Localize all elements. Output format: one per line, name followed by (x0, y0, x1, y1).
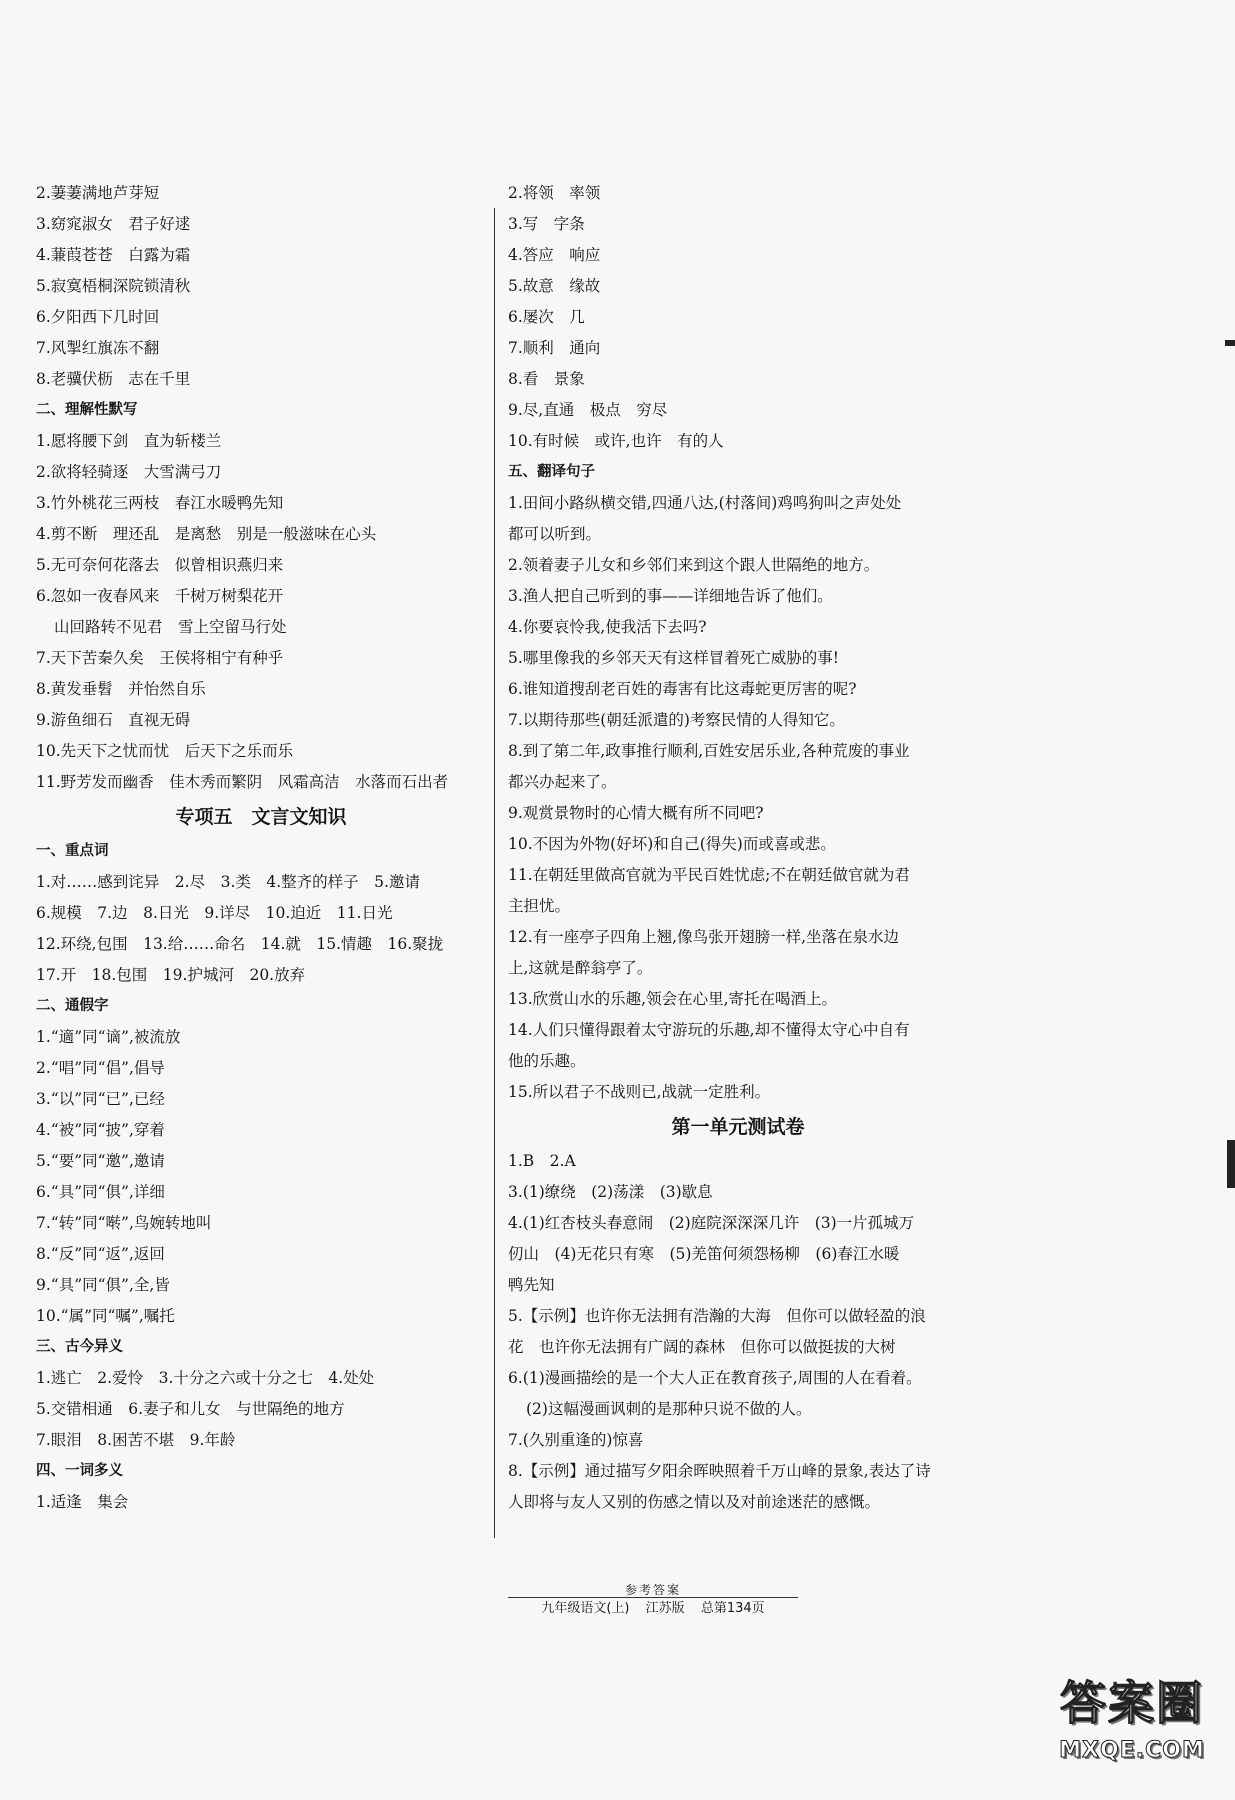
answer-line: 3.渔人把自己听到的事——详细地告诉了他们。 (508, 587, 833, 605)
answer-line: 6.谁知道搜刮老百姓的毒害有比这毒蛇更厉害的呢? (508, 680, 857, 698)
answer-line: 8.【示例】通过描写夕阳余晖映照着千万山峰的景象,表达了诗 (508, 1462, 931, 1480)
section-title: 专项五 文言文知识 (175, 806, 347, 828)
answer-line: 2.领着妻子儿女和乡邻们来到这个跟人世隔绝的地方。 (508, 556, 880, 574)
answer-line: 4.“被”同“披”,穿着 (36, 1121, 165, 1139)
answer-line: 11.野芳发而幽香 佳木秀而繁阴 风霜高洁 水落而石出者 (36, 773, 449, 791)
answer-line: 2.“唱”同“倡”,倡导 (36, 1059, 165, 1077)
answer-line: 8.黄发垂髫 并怡然自乐 (36, 680, 206, 698)
answer-line: 6.(1)漫画描绘的是一个大人正在教育孩子,周围的人在看着。 (508, 1369, 922, 1387)
answer-line: 6.“具”同“俱”,详细 (36, 1183, 165, 1201)
footer-page-number: 总第134页 (700, 1601, 765, 1616)
answer-line: 1.愿将腰下剑 直为斩楼兰 (36, 432, 222, 450)
section-heading: 二、通假字 (36, 998, 109, 1014)
answer-line: 12.有一座亭子四角上翘,像鸟张开翅膀一样,坐落在泉水边 (508, 928, 900, 946)
answer-line: (2)这幅漫画讽刺的是那种只说不做的人。 (526, 1400, 812, 1418)
answer-line: 3.竹外桃花三两枝 春江水暖鸭先知 (36, 494, 284, 512)
answer-line: 上,这就是醉翁亭了。 (508, 959, 653, 977)
section-heading: 五、翻译句子 (508, 464, 595, 480)
answer-line: 3.(1)缭绕 (2)荡漾 (3)歇息 (508, 1183, 713, 1201)
answer-line: 6.夕阳西下几时回 (36, 308, 160, 326)
watermark-url: MXQE.COM (1059, 1738, 1205, 1763)
footer-info (508, 1597, 798, 1618)
answer-line: 1.“適”同“谪”,被流放 (36, 1028, 181, 1046)
answer-line: 15.所以君子不战则已,战就一定胜利。 (508, 1083, 771, 1101)
page-footer (508, 1583, 798, 1618)
answer-line: 8.到了第二年,政事推行顺利,百姓安居乐业,各种荒废的事业 (508, 742, 910, 760)
footer-heading: 参考答案 (624, 1583, 681, 1597)
answer-line: 4.蒹葭苍苍 白露为霜 (36, 246, 191, 264)
answer-line: 主担忧。 (508, 897, 571, 915)
watermark-title: 答案圈 (1060, 1676, 1204, 1730)
answer-line: 7.“转”同“啭”,鸟婉转地叫 (36, 1214, 212, 1232)
answer-line: 7.(久别重逢的)惊喜 (508, 1431, 644, 1449)
answer-line: 17.开 18.包围 19.护城河 20.放弃 (36, 966, 306, 984)
answer-line: 3.“以”同“已”,已经 (36, 1090, 165, 1108)
answer-line: 1.对……感到诧异 2.尽 3.类 4.整齐的样子 5.邀请 (36, 873, 420, 891)
watermark-logo (1047, 1672, 1217, 1792)
answer-line: 2.欲将轻骑逐 大雪满弓刀 (36, 463, 222, 481)
answer-line: 5.故意 缘故 (508, 277, 601, 295)
answer-line: 6.屡次 几 (508, 308, 585, 326)
answer-line: 10.先天下之忧而忧 后天下之乐而乐 (36, 742, 294, 760)
answer-line: 1.逃亡 2.爱怜 3.十分之六或十分之七 4.处处 (36, 1369, 375, 1387)
answer-line: 9.游鱼细石 直视无碍 (36, 711, 191, 729)
answer-line: 9.“具”同“俱”,全,皆 (36, 1276, 170, 1294)
section-heading: 二、理解性默写 (36, 402, 138, 418)
answer-line: 8.看 景象 (508, 370, 585, 388)
footer-edition: 江苏版 (645, 1601, 685, 1616)
answer-line: 鸭先知 (508, 1276, 555, 1294)
answer-line: 7.顺利 通向 (508, 339, 601, 357)
answer-line: 1.B 2.A (508, 1152, 576, 1170)
answer-line: 4.(1)红杏枝头春意闹 (2)庭院深深深几许 (3)一片孤城万 (508, 1214, 915, 1232)
answer-line: 1.田间小路纵横交错,四通八达,(村落间)鸡鸣狗叫之声处处 (508, 494, 902, 512)
answer-line: 4.剪不断 理还乱 是离愁 别是一般滋味在心头 (36, 525, 377, 543)
answer-line: 10.不因为外物(好坏)和自己(得失)而或喜或悲。 (508, 835, 836, 853)
answer-line: 11.在朝廷里做高官就为平民百姓忧虑;不在朝廷做官就为君 (508, 866, 910, 884)
answer-line: 9.尽,直通 极点 穷尽 (508, 401, 668, 419)
answer-line: 1.适逢 集会 (36, 1493, 129, 1511)
answer-line: 6.忽如一夜春风来 千树万树梨花开 (36, 587, 284, 605)
right-column (508, 178, 968, 1518)
answer-line: 都兴办起来了。 (508, 773, 617, 791)
answer-line: 山回路转不见君 雪上空留马行处 (54, 618, 287, 636)
answer-line: 2.萋萋满地芦芽短 (36, 184, 160, 202)
answer-line: 3.写 字条 (508, 215, 585, 233)
answer-line: 4.答应 响应 (508, 246, 601, 264)
answer-line: 6.规模 7.边 8.日光 9.详尽 10.迫近 11.日光 (36, 904, 393, 922)
answer-line: 5.哪里像我的乡邻天天有这样冒着死亡威胁的事! (508, 649, 840, 667)
answer-line: 7.眼泪 8.困苦不堪 9.年龄 (36, 1431, 236, 1449)
answer-line: 都可以听到。 (508, 525, 602, 543)
answer-line: 12.环绕,包围 13.给……命名 14.就 15.情趣 16.聚拢 (36, 935, 444, 953)
answer-line: 13.欣赏山水的乐趣,领会在心里,寄托在喝酒上。 (508, 990, 838, 1008)
answer-line: 人即将与友人又别的伤感之情以及对前途迷茫的感慨。 (508, 1493, 881, 1511)
answer-line: 14.人们只懂得跟着太守游玩的乐趣,却不懂得太守心中自有 (508, 1021, 910, 1039)
footer-grade: 九年级语文(上) (541, 1601, 630, 1616)
answer-line: 5.【示例】也许你无法拥有浩瀚的大海 但你可以做轻盈的浪 (508, 1307, 926, 1325)
answer-line: 仞山 (4)无花只有寒 (5)羌笛何须怨杨柳 (6)春江水暖 (508, 1245, 900, 1263)
answer-line: 他的乐趣。 (508, 1052, 586, 1070)
scan-edge-mark (1225, 340, 1235, 346)
answer-line: 8.老骥伏枥 志在千里 (36, 370, 191, 388)
answer-line: 5.“要”同“邀”,邀请 (36, 1152, 165, 1170)
answer-line: 花 也许你无法拥有广阔的森林 但你可以做挺拔的大树 (508, 1338, 896, 1356)
column-divider (494, 208, 495, 1538)
section-heading: 一、重点词 (36, 843, 109, 859)
answer-line: 5.寂寞梧桐深院锁清秋 (36, 277, 191, 295)
answer-line: 3.窈窕淑女 君子好逑 (36, 215, 191, 233)
answer-line: 4.你要哀怜我,使我活下去吗? (508, 618, 707, 636)
answer-line: 7.风掣红旗冻不翻 (36, 339, 160, 357)
answer-line: 7.以期待那些(朝廷派遣的)考察民情的人得知它。 (508, 711, 845, 729)
answer-line: 7.天下苦秦久矣 王侯将相宁有种乎 (36, 649, 284, 667)
section-heading: 四、一词多义 (36, 1463, 123, 1479)
section-title: 第一单元测试卷 (671, 1116, 805, 1138)
answer-line: 8.“反”同“返”,返回 (36, 1245, 165, 1263)
answer-line: 9.观赏景物时的心情大概有所不同吧? (508, 804, 764, 822)
answer-line: 10.有时候 或许,也许 有的人 (508, 432, 724, 450)
answer-line: 2.将领 率领 (508, 184, 601, 202)
answer-line: 5.无可奈何花落去 似曾相识燕归来 (36, 556, 284, 574)
answer-line: 5.交错相通 6.妻子和儿女 与世隔绝的地方 (36, 1400, 345, 1418)
answer-line: 10.“属”同“嘱”,嘱托 (36, 1307, 175, 1325)
section-heading: 三、古今异义 (36, 1339, 123, 1355)
scan-edge-mark (1227, 1140, 1235, 1188)
left-column (36, 178, 486, 1518)
